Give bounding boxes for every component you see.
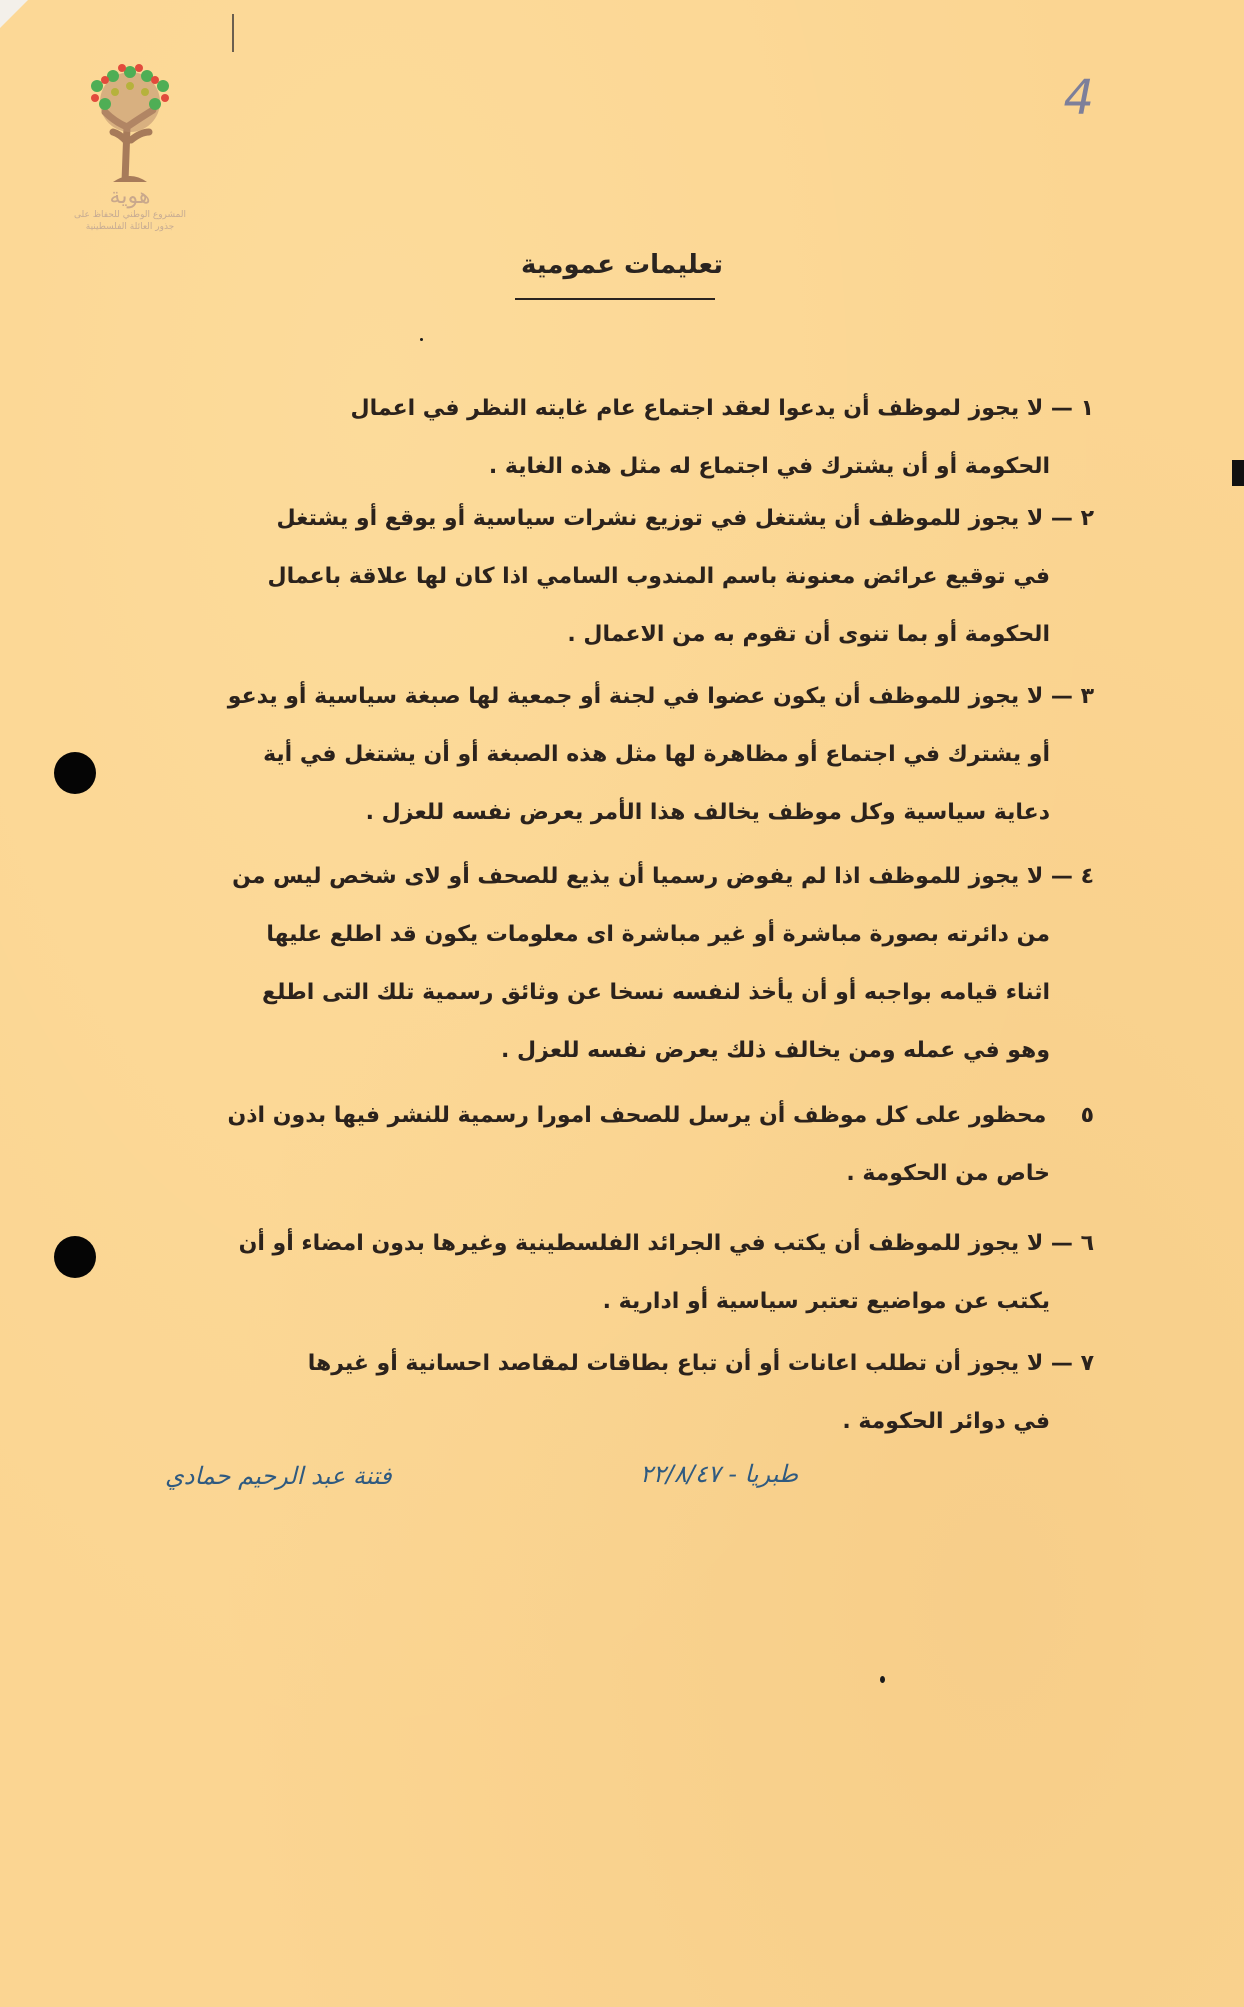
tree-logo-icon — [75, 52, 185, 182]
logo-tagline: المشروع الوطني للحفاظ على — [73, 210, 186, 220]
item-line: خاص من الحكومة . — [846, 1161, 1050, 1186]
list-item — [228, 668, 1094, 842]
item-line: دعاية سياسية وكل موظف يخالف هذا الأمر يعرض نفسه للعزل . — [365, 800, 1050, 825]
punch-hole — [54, 1236, 96, 1278]
item-line: لا يجوز لموظف أن يدعوا لعقد اجتماع عام غايته النظر في اعمال — [350, 396, 1044, 421]
title-underline — [515, 298, 715, 300]
item-line: أو يشترك في اجتماع أو مظاهرة لها مثل هذه الصبغة أو أن يشتغل في أية — [263, 742, 1050, 767]
item-line: الحكومة أو بما تنوى أن تقوم به من الاعمال . — [567, 622, 1050, 647]
punch-hole — [54, 752, 96, 794]
item-line: لا يجوز للموظف أن يكون عضوا في لجنة أو جمعية لها صبغة سياسية أو يدعو — [227, 684, 1044, 709]
item-line: لا يجوز أن تطلب اعانات أو أن تباع بطاقات لمقاصد احسانية أو غيرها — [307, 1351, 1044, 1376]
list-item — [232, 848, 1094, 1080]
pen-mark — [232, 14, 234, 52]
signature-date: طبريا - ٢٢/٨/٤٧ — [640, 1460, 799, 1488]
logo-name: هوية — [109, 184, 151, 209]
item-number: ١ — — [1050, 396, 1094, 421]
list-item — [227, 1087, 1094, 1203]
item-number: ٥ — [1080, 1103, 1094, 1128]
item-line: الحكومة أو أن يشترك في اجتماع له مثل هذه الغاية . — [488, 454, 1050, 479]
item-line: من دائرته بصورة مباشرة أو غير مباشرة اى معلومات يكون قد اطلع عليها — [266, 922, 1050, 947]
list-item — [239, 1215, 1094, 1331]
item-number: ٣ — — [1050, 684, 1094, 709]
ink-speck — [420, 338, 423, 341]
item-line: محظور على كل موظف أن يرسل للصحف امورا رسمية للنشر فيها بدون اذن — [227, 1103, 1047, 1128]
ink-speck — [880, 1676, 885, 1683]
item-line: اثناء قيامه بواجبه أو أن يأخذ لنفسه نسخا عن وثائق رسمية تلك التى اطلع — [262, 980, 1050, 1005]
logo-tagline: جذور العائلة الفلسطينية — [85, 222, 175, 232]
hawiya-logo — [55, 52, 205, 282]
signature-name: فتنة عبد الرحيم حمادي — [165, 1462, 392, 1490]
list-item — [350, 380, 1094, 496]
item-number: ٢ — — [1050, 506, 1094, 531]
document-title: تعليمات عمومية — [520, 250, 723, 280]
item-line: لا يجوز للموظف أن يشتغل في توزيع نشرات سياسية أو يوقع أو يشتغل — [276, 506, 1044, 531]
item-line: لا يجوز للموظف أن يكتب في الجرائد الفلسطينية وغيرها بدون امضاء أو أن — [238, 1231, 1044, 1256]
item-number: ٦ — — [1050, 1231, 1094, 1256]
item-number: ٧ — — [1050, 1351, 1094, 1376]
item-line: وهو في عمله ومن يخالف ذلك يعرض نفسه للعزل . — [501, 1038, 1050, 1063]
item-line: في دوائر الحكومة . — [842, 1409, 1050, 1434]
page-number: 4 — [1063, 70, 1094, 126]
item-number: ٤ — — [1050, 864, 1094, 889]
item-line: في توقيع عرائض معنونة باسم المندوب السامي اذا كان لها علاقة باعمال — [267, 564, 1050, 589]
item-line: لا يجوز للموظف اذا لم يفوض رسميا أن يذيع للصحف أو لاى شخص ليس من — [232, 864, 1044, 889]
item-line: يكتب عن مواضيع تعتبر سياسية أو ادارية . — [602, 1289, 1050, 1314]
folded-corner — [0, 0, 28, 28]
list-item — [268, 490, 1094, 664]
edge-mark — [1232, 460, 1244, 486]
list-item — [308, 1335, 1094, 1451]
